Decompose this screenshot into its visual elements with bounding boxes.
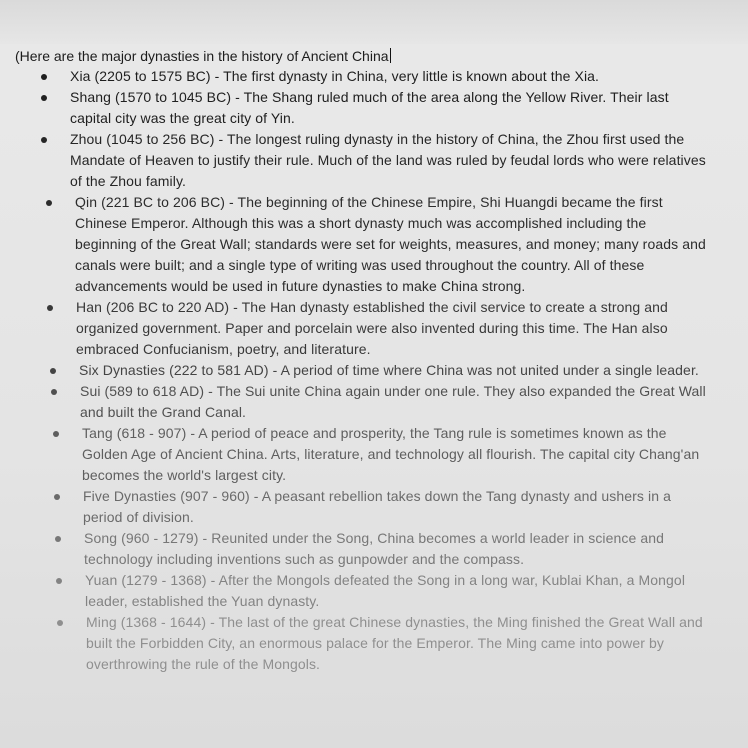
dynasty-text: Qin (221 BC to 206 BC) - The beginning of the Chinese Empire, Shi Huangdi became the first Chinese Emperor. Although this was a short dynasty much was accomplished including the beginning of the Great Wall; standards were set for weights, measures, and money; many roads and canals were built; and a single type of writing was used throughout the country. All of these advancements would be used in future dynasties to make China strong. xyxy=(75,194,706,294)
dynasty-text: Han (206 BC to 220 AD) - The Han dynasty established the civil service to create a strong and organized government. Paper and porcelain were also invented during this time. The Han also embraced Confucianism, poetry, and literature. xyxy=(76,299,668,357)
dynasty-text: Shang (1570 to 1045 BC) - The Shang ruled much of the area along the Yellow River. Their last capital city was the great city of Yin. xyxy=(70,89,669,126)
bullet-icon xyxy=(41,137,47,143)
bullet-icon xyxy=(41,95,47,101)
dynasty-item xyxy=(70,66,710,87)
intro-label: (Here are the major dynasties in the history of Ancient China xyxy=(15,48,389,64)
dynasty-item xyxy=(70,87,710,129)
bullet-icon xyxy=(56,578,62,584)
dynasty-text: Tang (618 - 907) - A period of peace and prosperity, the Tang rule is sometimes known as the Golden Age of Ancient China. Arts, literature, and technology all flourish. The capital city Chang'an becomes the world's largest city. xyxy=(82,425,700,483)
bullet-icon xyxy=(55,536,61,542)
dynasty-item xyxy=(70,129,710,192)
dynasty-text: Song (960 - 1279) - Reunited under the Song, China becomes a world leader in science and technology including inventions such as gunpowder and the compass. xyxy=(84,530,665,567)
dynasty-item xyxy=(85,570,710,612)
dynasty-item xyxy=(83,486,710,528)
dynasty-text: Sui (589 to 618 AD) - The Sui unite China again under one rule. They also expanded the Great Wall and built the Grand Canal. xyxy=(80,383,706,420)
bullet-icon xyxy=(50,368,56,374)
dynasty-item xyxy=(75,192,710,297)
bullet-icon xyxy=(51,389,57,395)
bullet-icon xyxy=(57,620,63,626)
dynasty-list xyxy=(15,66,718,675)
dynasty-item xyxy=(82,423,710,486)
bullet-icon xyxy=(47,305,53,311)
bullet-icon xyxy=(46,200,52,206)
bullet-icon xyxy=(41,74,47,80)
top-shadow xyxy=(0,0,748,44)
dynasty-text: Zhou (1045 to 256 BC) - The longest ruling dynasty in the history of China, the Zhou first used the Mandate of Heaven to justify their rule. Much of the land was ruled by feudal lords who were relatives of the Zhou family. xyxy=(70,131,706,189)
dynasty-text: Five Dynasties (907 - 960) - A peasant rebellion takes down the Tang dynasty and ushers in a period of division. xyxy=(83,488,671,525)
dynasty-item xyxy=(80,381,710,423)
dynasty-text: Yuan (1279 - 1368) - After the Mongols defeated the Song in a long war, Kublai Khan, a Mongol leader, established the Yuan dynasty. xyxy=(85,572,686,609)
dynasty-item xyxy=(79,360,710,381)
bullet-icon xyxy=(54,494,60,500)
dynasty-item xyxy=(84,528,710,570)
dynasty-text: Xia (2205 to 1575 BC) - The first dynasty in China, very little is known about the Xia. xyxy=(70,68,600,84)
intro-text xyxy=(15,46,718,66)
bullet-icon xyxy=(53,431,59,437)
dynasty-text: Six Dynasties (222 to 581 AD) - A period of time where China was not united under a single leader. xyxy=(79,362,699,378)
dynasty-text: Ming (1368 - 1644) - The last of the great Chinese dynasties, the Ming finished the Great Wall and built the Forbidden City, an enormous palace for the Emperor. The Ming came into power by overthrowing the rule of the Mongols. xyxy=(86,614,703,672)
dynasty-item xyxy=(76,297,710,360)
dynasty-item xyxy=(86,612,710,675)
text-cursor xyxy=(390,48,391,63)
